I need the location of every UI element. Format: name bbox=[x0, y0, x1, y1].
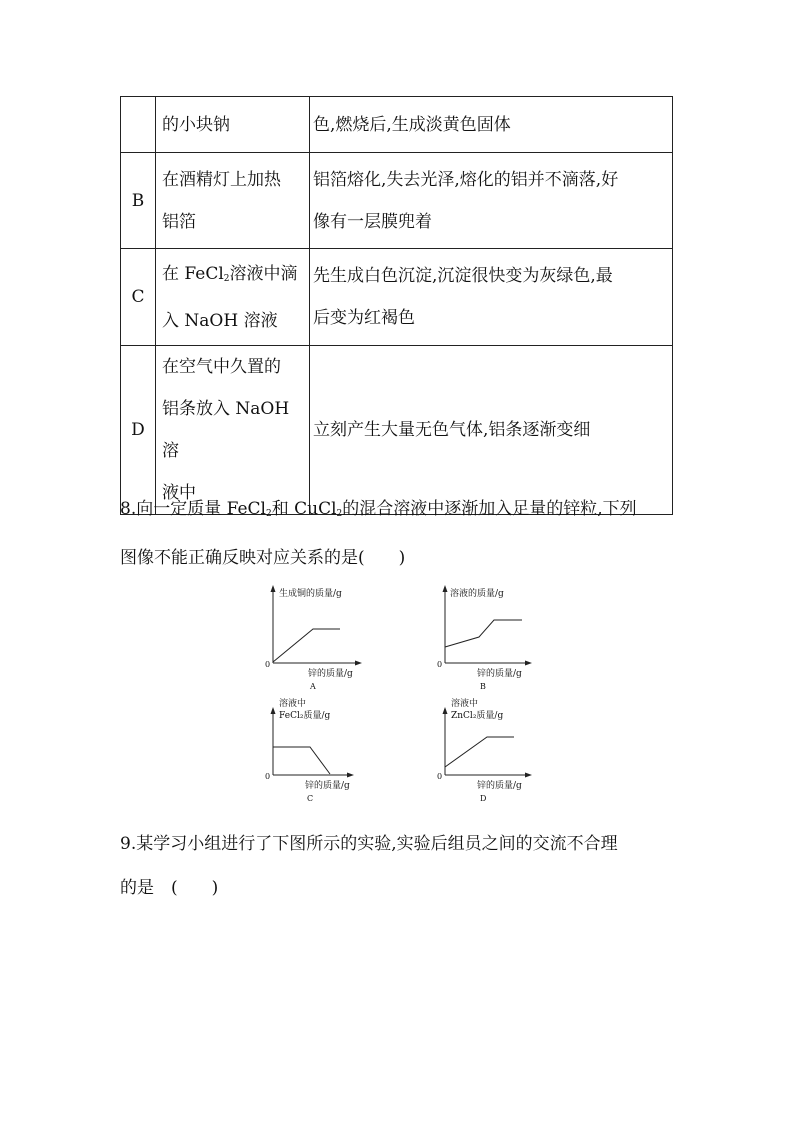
experiment-table bbox=[120, 96, 673, 515]
question-9 bbox=[120, 825, 680, 907]
q8-text: 8.向一定质量 FeCl bbox=[120, 499, 266, 519]
y-label-line2: FeCl₂质量/g bbox=[279, 711, 331, 721]
phenomenon-line: 先生成白色沉淀,沉淀很快变为灰绿色,最 bbox=[313, 266, 613, 286]
phenomenon-line: 后变为红褐色 bbox=[313, 308, 415, 328]
graph-a bbox=[260, 583, 390, 695]
x-axis-arrow bbox=[355, 661, 362, 666]
x-label: 锌的质量/g bbox=[477, 781, 522, 791]
origin-label: 0 bbox=[265, 772, 271, 781]
y-label: 生成铜的质量/g bbox=[279, 589, 342, 599]
y-label-line1: 溶液中 bbox=[451, 699, 479, 709]
operation-line: 在空气中久置的 bbox=[162, 357, 281, 377]
graph-line bbox=[445, 737, 514, 767]
graph-letter: C bbox=[307, 794, 314, 803]
operation-line: 入 NaOH 溶液 bbox=[162, 310, 278, 331]
question-8-line1 bbox=[120, 490, 680, 533]
graph-letter: B bbox=[480, 682, 486, 691]
phenomenon-cell: 立刻产生大量无色气体,铝条逐渐变细 bbox=[310, 346, 673, 515]
operation-cell: 的小块钠 bbox=[156, 97, 310, 153]
graph-b bbox=[432, 583, 562, 695]
x-axis-arrow bbox=[525, 661, 532, 666]
graph-line bbox=[273, 629, 340, 662]
y-label: 溶液的质量/g bbox=[450, 589, 504, 599]
origin-label: 0 bbox=[265, 660, 271, 669]
question-9-line2: 的是 ( ) bbox=[120, 878, 219, 898]
operation-text: 在 FeCl bbox=[162, 263, 224, 284]
operation-line: 在酒精灯上加热 bbox=[162, 169, 281, 190]
graph-letter: D bbox=[480, 794, 487, 803]
y-axis-arrow bbox=[443, 585, 448, 592]
graph-c bbox=[260, 695, 390, 807]
subscript: 2 bbox=[266, 509, 272, 519]
operation-text: 溶液中滴 bbox=[229, 263, 298, 284]
table-row bbox=[121, 153, 673, 249]
x-label: 锌的质量/g bbox=[305, 781, 350, 791]
y-label-line2: ZnCl₂质量/g bbox=[451, 711, 504, 721]
table-row bbox=[121, 249, 673, 346]
y-label-line1: 溶液中 bbox=[279, 699, 307, 709]
graph-line bbox=[445, 620, 522, 647]
operation-cell bbox=[156, 249, 310, 346]
row-label: D bbox=[121, 346, 156, 515]
x-label: 锌的质量/g bbox=[308, 669, 353, 679]
question-8 bbox=[120, 490, 680, 577]
origin-label: 0 bbox=[437, 660, 443, 669]
subscript: 2 bbox=[223, 273, 230, 284]
row-label: C bbox=[121, 249, 156, 346]
x-axis-arrow bbox=[525, 773, 532, 778]
operation-line: 液中 bbox=[162, 483, 196, 503]
y-axis-arrow bbox=[443, 707, 448, 714]
x-label: 锌的质量/g bbox=[477, 669, 522, 679]
phenomenon-line: 铝箔熔化,失去光泽,熔化的铝并不滴落,好 bbox=[313, 169, 619, 190]
x-axis-arrow bbox=[347, 773, 354, 778]
phenomenon-cell: 色,燃烧后,生成淡黄色固体 bbox=[310, 97, 673, 153]
q8-text: 和 CuCl bbox=[271, 499, 337, 519]
row-label: B bbox=[121, 153, 156, 249]
phenomenon-line: 像有一层膜兜着 bbox=[313, 211, 432, 232]
graph-line bbox=[273, 747, 330, 774]
operation-line: 铝条放入 NaOH 溶 bbox=[162, 399, 290, 461]
q8-text: 的混合溶液中逐渐加入足量的锌粒,下列 bbox=[342, 499, 637, 519]
operation-line bbox=[162, 253, 307, 300]
question-8-line2: 图像不能正确反映对应关系的是( ) bbox=[120, 548, 406, 568]
graph-d bbox=[432, 695, 562, 807]
origin-label: 0 bbox=[437, 772, 443, 781]
subscript: 2 bbox=[336, 509, 343, 519]
y-axis-arrow bbox=[271, 585, 276, 592]
phenomenon-cell bbox=[310, 249, 673, 346]
table-row bbox=[121, 97, 673, 153]
phenomenon-cell bbox=[310, 153, 673, 249]
question-9-line1: 9.某学习小组进行了下图所示的实验,实验后组员之间的交流不合理 bbox=[120, 834, 618, 854]
y-axis-arrow bbox=[271, 707, 276, 714]
operation-cell bbox=[156, 153, 310, 249]
row-label bbox=[121, 97, 156, 153]
graph-letter: A bbox=[310, 682, 316, 691]
operation-line: 铝箔 bbox=[162, 211, 196, 232]
